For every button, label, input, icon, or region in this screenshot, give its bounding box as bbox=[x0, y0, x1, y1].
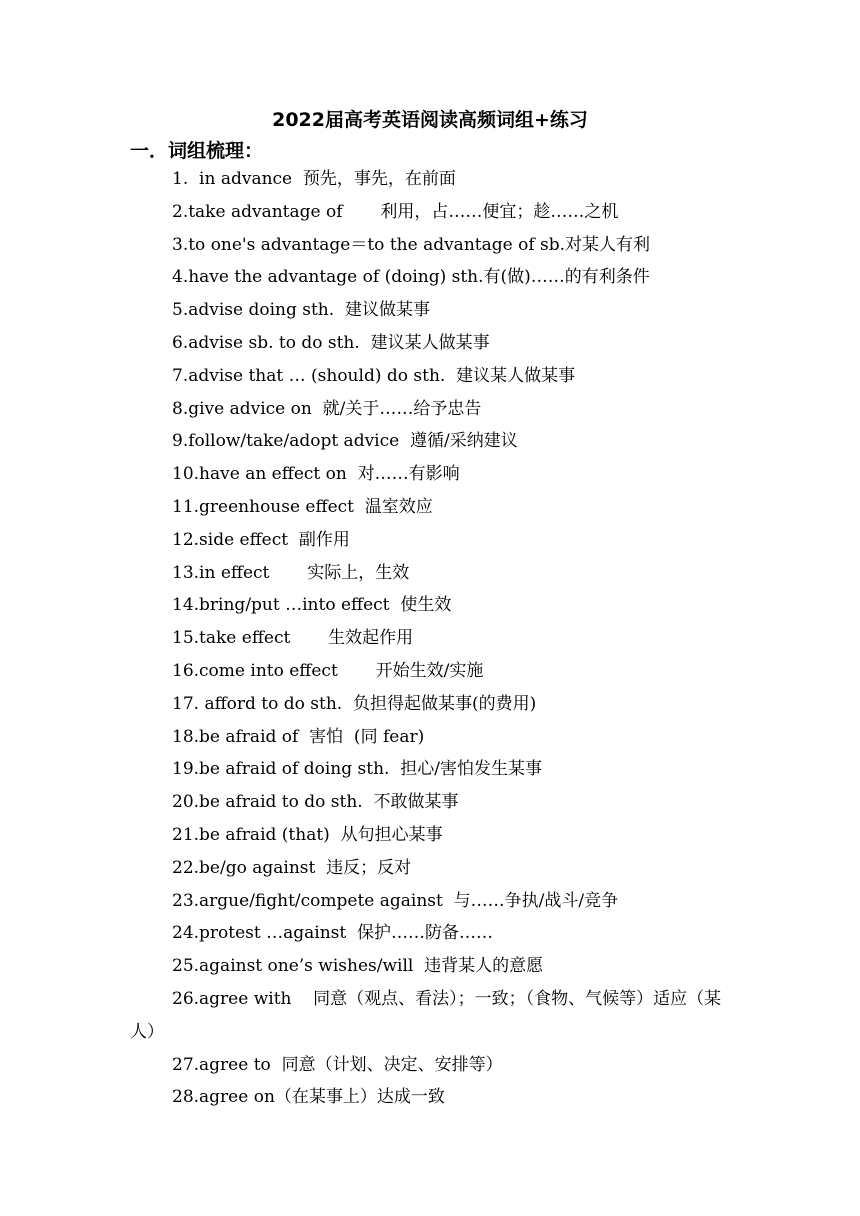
document-title: 2022届高考英语阅读高频词组+练习 bbox=[272, 109, 588, 131]
phrase-entry: 4.have the advantage of (doing) sth.有(做)……的有利条件 bbox=[172, 267, 650, 288]
phrase-entry: 18.be afraid of 害怕 (同 fear) bbox=[172, 726, 425, 747]
phrase-entry: 26.agree with 同意（观点、看法）；一致；（食物、气候等）适应（某人） bbox=[130, 988, 722, 1042]
phrase-entry: 13.in effect 实际上，生效 bbox=[172, 562, 410, 583]
phrase-entry: 16.come into effect 开始生效/实施 bbox=[172, 660, 484, 681]
phrase-entry: 1. in advance 预先，事先，在前面 bbox=[172, 169, 456, 189]
phrase-entry: 8.give advice on 就/关于……给予忠告 bbox=[172, 398, 482, 419]
phrase-entry: 23.argue/fight/compete against 与……争执/战斗/竞争 bbox=[172, 890, 619, 911]
phrase-entry: 19.be afraid of doing sth. 担心/害怕发生某事 bbox=[172, 759, 542, 780]
phrase-entry: 3.to one's advantage＝to the advantage of sb.对某人有利 bbox=[172, 234, 651, 255]
phrase-entry: 25.against one’s wishes/will 违背某人的意愿 bbox=[172, 956, 544, 977]
phrase-entry: 21.be afraid (that) 从句担心某事 bbox=[172, 824, 443, 845]
phrase-entry: 9.follow/take/adopt advice 遵循/采纳建议 bbox=[172, 431, 518, 452]
section-heading: 一．词组梳理： bbox=[130, 140, 264, 162]
phrase-entry: 14.bring/put …into effect 使生效 bbox=[172, 595, 452, 616]
phrase-list bbox=[130, 163, 740, 1114]
phrase-entry: 17. afford to do sth. 负担得起做某事(的费用) bbox=[172, 693, 537, 714]
phrase-entry: 28.agree on（在某事上）达成一致 bbox=[172, 1087, 445, 1108]
phrase-entry: 12.side effect 副作用 bbox=[172, 529, 350, 550]
phrase-entry: 24.protest …against 保护……防备…… bbox=[172, 923, 494, 944]
phrase-entry: 11.greenhouse effect 温室效应 bbox=[172, 496, 433, 517]
phrase-entry: 10.have an effect on 对……有影响 bbox=[172, 464, 460, 485]
phrase-entry: 22.be/go against 违反；反对 bbox=[172, 857, 412, 878]
phrase-entry: 15.take effect 生效起作用 bbox=[172, 628, 414, 649]
phrase-entry: 27.agree to 同意（计划、决定、安排等） bbox=[172, 1054, 503, 1075]
phrase-entry: 7.advise that … (should) do sth. 建议某人做某事 bbox=[172, 365, 576, 386]
phrase-entry: 2.take advantage of 利用，占……便宜；趁……之机 bbox=[172, 201, 619, 222]
phrase-entry: 20.be afraid to do sth. 不敢做某事 bbox=[172, 792, 459, 813]
phrase-entry: 5.advise doing sth. 建议做某事 bbox=[172, 300, 430, 321]
phrase-entry: 6.advise sb. to do sth. 建议某人做某事 bbox=[172, 332, 490, 353]
